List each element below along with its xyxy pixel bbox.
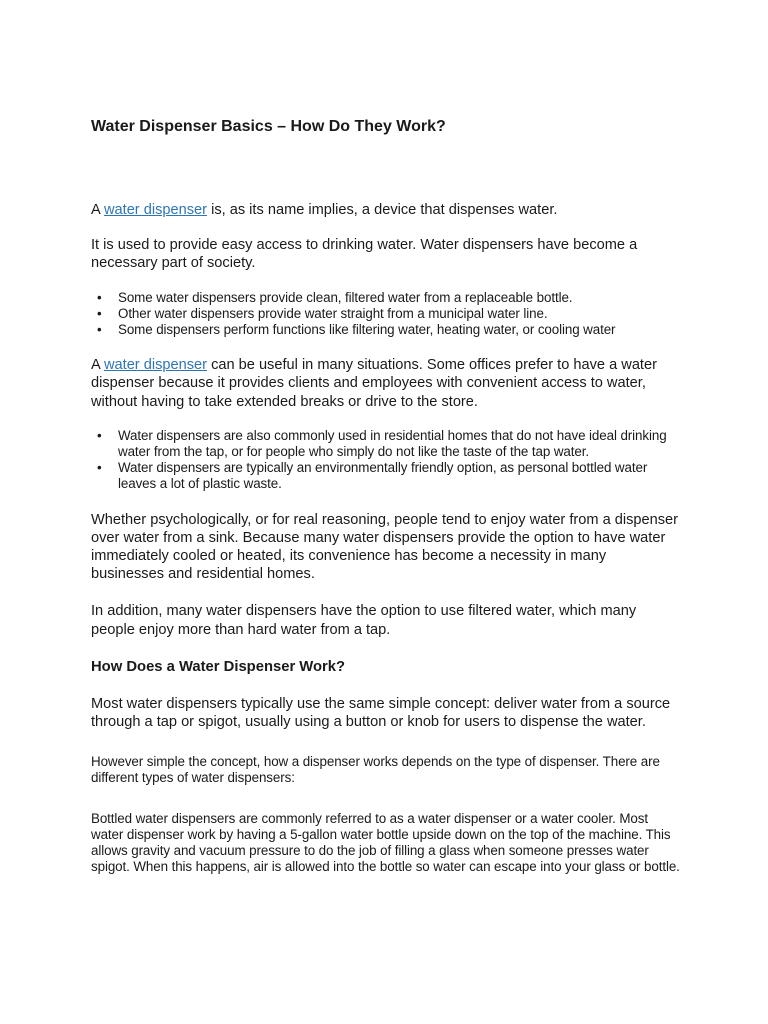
intro-paragraph xyxy=(91,201,681,219)
filtered-paragraph: In addition, many water dispensers have the option to use filtered water, which many people enjoy more than hard water from a tap. xyxy=(91,603,637,638)
list-item xyxy=(91,290,681,306)
list-item xyxy=(91,428,681,460)
bullet-icon: • xyxy=(97,289,102,305)
list-item xyxy=(91,306,681,322)
psychology-paragraph: Whether psychologically, or for real reasoning, people tend to enjoy water from a dispenser over water from a sink. Because many water dispensers provide the option to have water immediately cooled or heated, its convenience has become a necessity in many businesses and residential homes. xyxy=(91,511,679,583)
list-item-text: Some water dispensers provide clean, filtered water from a replaceable bottle. xyxy=(118,289,573,305)
water-dispenser-link[interactable]: water dispenser xyxy=(103,357,208,374)
document-body xyxy=(91,201,681,875)
bullet-icon: • xyxy=(97,460,102,476)
section-heading: How Does a Water Dispenser Work? xyxy=(91,658,346,675)
concept-paragraph: Most water dispensers typically use the same simple concept: deliver water from a source through a tap or spigot, usually using a button or knob for users to dispense the water. xyxy=(91,695,671,731)
list-item-text: Some dispensers perform functions like filtering water, heating water, or cooling water xyxy=(118,322,616,338)
useful-prefix: A xyxy=(91,357,104,374)
bullet-icon: • xyxy=(97,427,102,443)
bullet-list-usage xyxy=(91,428,681,493)
bullet-list-features xyxy=(91,290,681,339)
bullet-icon: • xyxy=(97,322,102,338)
intro-suffix: is, as its name implies, a device that dispenses water. xyxy=(207,202,558,218)
intro-prefix: A xyxy=(91,202,104,218)
types-paragraph: However simple the concept, how a dispenser works depends on the type of dispenser. There are different types of water dispensers: xyxy=(91,754,660,786)
list-item-text: Water dispensers are typically an environmentally friendly option, as personal bottled water leaves a lot of plastic waste. xyxy=(118,460,648,492)
document-title: Water Dispenser Basics – How Do They Work? xyxy=(91,118,446,135)
bullet-icon: • xyxy=(97,305,102,321)
list-item-text: Other water dispensers provide water straight from a municipal water line. xyxy=(118,305,548,321)
list-item xyxy=(91,460,681,492)
useful-paragraph xyxy=(91,356,681,411)
useful-suffix: can be useful in many situations. Some offices prefer to have a water dispenser because it provides clients and employees with convenient access to water, without having to take extended breaks or drive to the store. xyxy=(91,357,657,410)
list-item xyxy=(91,322,681,338)
water-dispenser-link[interactable]: water dispenser xyxy=(103,202,208,218)
bottled-paragraph: Bottled water dispensers are commonly referred to as a water dispenser or a water cooler. Most water dispenser work by having a 5-gallon water bottle upside down on the top of the machine. This allows gravity and vacuum pressure to do the job of filling a glass when someone presses water spigot. When this happens, air is allowed into the bottle so water can escape into your glass or bottle. xyxy=(91,810,680,875)
access-paragraph: It is used to provide easy access to drinking water. Water dispensers have become a necessary part of society. xyxy=(91,237,638,272)
list-item-text: Water dispensers are also commonly used in residential homes that do not have ideal drinking water from the tap, or for people who simply do not like the taste of the tap water. xyxy=(118,427,667,460)
